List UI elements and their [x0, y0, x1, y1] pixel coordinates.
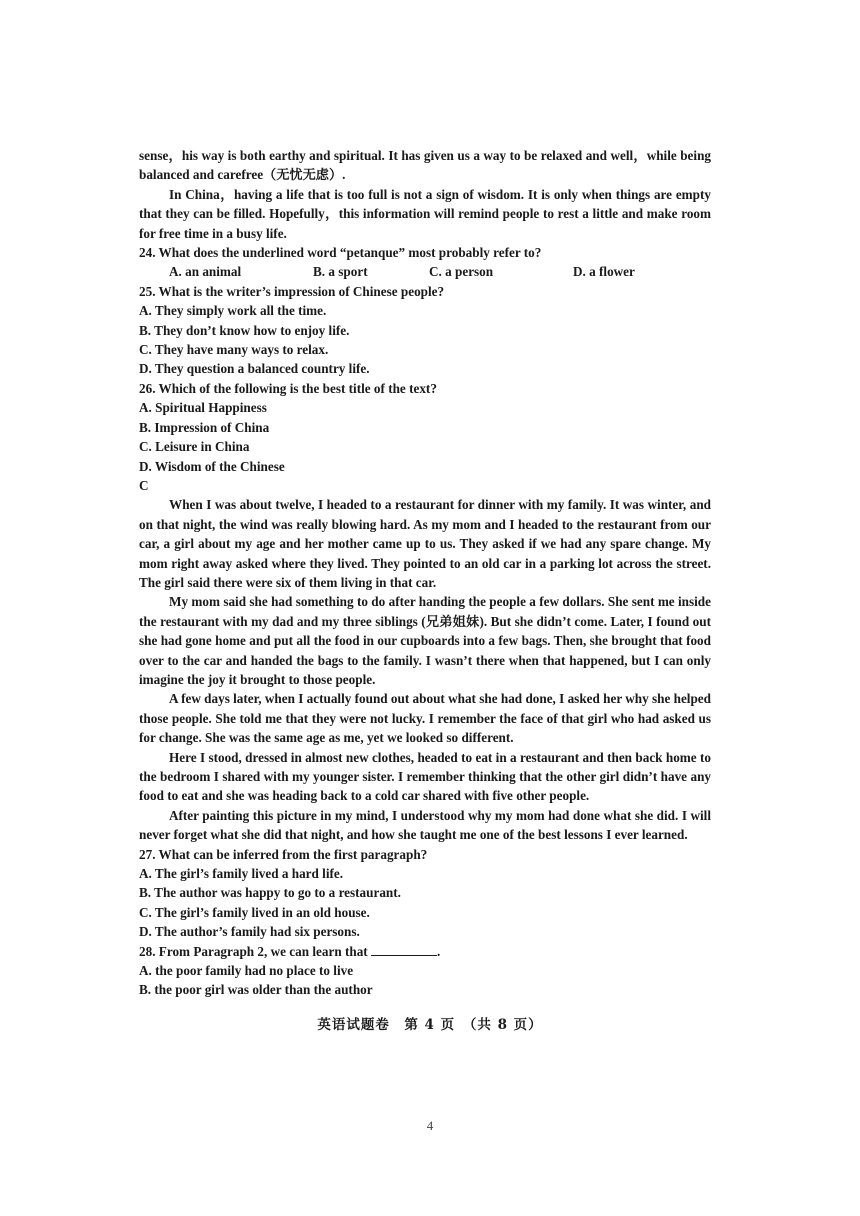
question-28-stem	[139, 942, 711, 961]
option-d: D. Wisdom of the Chinese	[139, 458, 285, 474]
option-b: B. They don’t know how to enjoy life.	[139, 322, 350, 338]
answer-blank	[371, 943, 437, 956]
passage-paragraph: Here I stood, dressed in almost new clothes, headed to eat in a restaurant and then back home to the bedroom I shared with my younger sister. I remember thinking that the other girl didn’t have any food to eat and she was heading back to a cold car shared with five other people.	[139, 749, 711, 804]
option-d: D. The author’s family had six persons.	[139, 924, 360, 940]
passage-paragraph: A few days later, when I actually found out about what she had done, I asked her why she helped those people. She told me that they were not lucky. I remember the face of that girl who had asked us for change. She was the same age as me, yet we looked so different.	[139, 691, 711, 746]
question-25-stem: 25. What is the writer’s impression of Chinese people?	[139, 283, 445, 299]
question-28-stem-end: .	[436, 943, 441, 959]
option-b: B. the poor girl was older than the author	[139, 982, 373, 998]
passage-paragraph: In China，having a life that is too full is not a sign of wisdom. It is only when things are empty that they can be filled. Hopefully，this information will remind people to rest a little and make room for free time in a busy life.	[139, 186, 711, 241]
option-b: B. Impression of China	[139, 419, 270, 435]
question-24-options	[169, 262, 711, 281]
passage-paragraph: When I was about twelve, I headed to a restaurant for dinner with my family. It was winter, and on that night, the wind was really blowing hard. As my mom and I headed to the restaurant from our car, a girl about my age and her mother came up to us. They asked if we had any spare change. My mom right away asked where they lived. They pointed to an old car in a parking lot across the street. The girl said there were six of them living in that car.	[139, 497, 711, 590]
exam-footer: 英语试题卷 第 4 页 （共 8 页）	[317, 1017, 543, 1033]
section-heading-c: C	[139, 477, 149, 493]
option-a: A. the poor family had no place to live	[139, 963, 354, 979]
option-a: A. Spiritual Happiness	[139, 400, 267, 416]
passage-paragraph: My mom said she had something to do after handing the people a few dollars. She sent me inside the restaurant with my dad and my three siblings (兄弟姐妹). But she didn’t come. Later, I found out she had gone home and put all the food in our cupboards into a few bags. Then, she brought that food over to the car and handed the bags to the family. I wasn’t there when that happened, but I can only imagine the joy it brought to those people.	[139, 594, 711, 687]
option-a: A. The girl’s family lived a hard life.	[139, 866, 344, 882]
option-d: D. a flower	[573, 264, 635, 280]
option-a: A. an animal	[169, 264, 242, 280]
question-27-stem: 27. What can be inferred from the first paragraph?	[139, 846, 428, 862]
option-c: C. a person	[429, 264, 494, 280]
option-c: C. The girl’s family lived in an old house.	[139, 904, 370, 920]
passage-paragraph: sense，his way is both earthy and spiritual. It has given us a way to be relaxed and well，while being balanced and carefree（无忧无虑）.	[139, 148, 711, 183]
page-number: 4	[426, 1118, 434, 1133]
passage-paragraph: After painting this picture in my mind, I understood why my mom had done what she did. I will never forget what she did that night, and how she taught me one of the best lessons I ever learned.	[139, 807, 711, 843]
question-26-stem: 26. Which of the following is the best title of the text?	[139, 380, 437, 396]
option-c: C. Leisure in China	[139, 439, 250, 455]
option-b: B. The author was happy to go to a restaurant.	[139, 885, 401, 901]
option-d: D. They question a balanced country life.	[139, 361, 370, 377]
option-b: B. a sport	[313, 264, 368, 280]
page-content	[139, 146, 711, 1000]
question-28-stem-text: 28. From Paragraph 2, we can learn that	[139, 943, 368, 959]
option-a: A. They simply work all the time.	[139, 303, 327, 319]
option-c: C. They have many ways to relax.	[139, 342, 329, 358]
question-24-stem: 24. What does the underlined word “petanque” most probably refer to?	[139, 245, 542, 261]
